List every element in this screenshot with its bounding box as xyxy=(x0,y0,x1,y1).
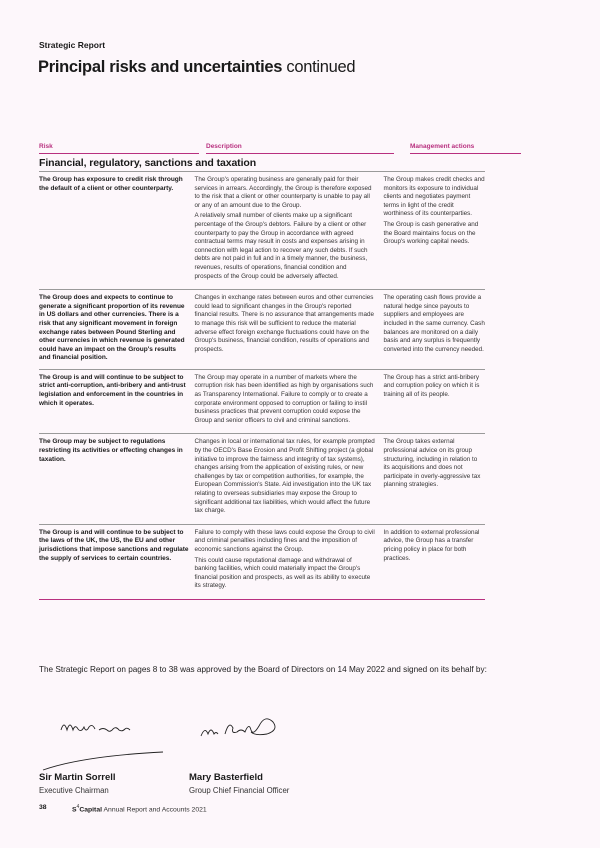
management-actions-cell xyxy=(383,176,485,283)
risk-group-title: Financial, regulatory, sanctions and taxation xyxy=(39,157,257,169)
description-paragraph: A relatively small number of clients make up a significant percentage of the Group's debtors. Failure by a client or other counterparty to pay the Group in accordance with agreed contractual terms may result in costs and expenses arising in connection with legal action to recover any such debts. If such debts are not paid in full and in a timely manner, the business, revenues, results of operations, financial condition and prospects of the Group could be adversely affected. xyxy=(194,212,368,280)
description-cell xyxy=(195,438,384,517)
action-paragraph: The Group takes external professional advice on its group structuring, including in relation to its acquisitions and does not participate in overly-aggressive tax planning strategies. xyxy=(383,438,481,489)
signatory-role: Executive Chairman xyxy=(39,786,109,795)
description-paragraph: Changes in exchange rates between euros and other currencies could lead to significant changes in the Group's reported financial results. There is no assurance that arrangements made to manage this risk will be sufficient to reduce the material adverse effect foreign exchange fluctuations could have on the Group's business, financial condition, results of operations and prospects. xyxy=(194,294,374,353)
brand-logo-name: Capital xyxy=(79,806,102,814)
risk-cell: The Group is and will continue to be subject to strict anti-corruption, anti-bribery and anti-trust legislation and enforcement in the countries in which it operates. xyxy=(39,373,186,407)
risk-cell: The Group is and will continue to be subject to the laws of the UK, the US, the EU and other jurisdictions that impose sanctions and regulate the supply of services to certain countries. xyxy=(39,528,189,562)
page-number: 38 xyxy=(39,804,47,811)
page-title-continued: continued xyxy=(282,58,356,76)
brand-logo-sup: 4 xyxy=(76,804,80,810)
description-cell xyxy=(195,374,384,428)
table-row xyxy=(39,524,485,600)
management-actions-cell xyxy=(383,529,485,593)
signatory-name: Mary Basterfield xyxy=(189,772,263,783)
footer-report-title xyxy=(72,804,207,813)
page-title-bold: Principal risks and uncertainties xyxy=(38,58,283,76)
signatory-name: Sir Martin Sorrell xyxy=(39,772,116,783)
description-cell xyxy=(195,176,384,283)
signatory-role: Group Chief Financial Officer xyxy=(189,786,290,795)
description-paragraph: The Group may operate in a number of markets where the corruption risk has been identified as high by organisations such as Transparency International. Failure to comply or to create a corporate environment opposed to corruption or failing to instil business practices that prevent corruption could expose the Group and senior officers to civil and criminal sanctions. xyxy=(194,373,374,424)
action-paragraph: The Group has a strict anti-bribery and corruption policy on which it is training all of its people. xyxy=(383,373,480,399)
management-actions-cell xyxy=(383,374,485,428)
risk-cell: The Group has exposure to credit risk through the default of a client or other counterparty. xyxy=(39,176,183,192)
table-row xyxy=(39,171,485,289)
description-paragraph: This could cause reputational damage and withdrawal of banking facilities, which could materially impact the Group's financial position and prospects, as well as its ability to execute its strategy. xyxy=(194,556,371,590)
approval-statement: The Strategic Report on pages 8 to 38 was approved by the Board of Directors on 14 May 2022 and signed on its behalf by: xyxy=(39,665,487,674)
column-headers xyxy=(39,143,560,155)
description-cell xyxy=(195,529,384,593)
table-row xyxy=(39,369,485,434)
action-paragraph: The Group makes credit checks and monitors its exposure to individual clients and negotiates payment terms in light of the credit worthiness of its counterparties. xyxy=(383,176,485,218)
column-header-description: Description xyxy=(206,143,394,154)
description-paragraph: Failure to comply with these laws could expose the Group to civil and criminal penalties including fines and the imposition of economic sanctions against the Group. xyxy=(194,528,375,553)
management-actions-cell xyxy=(383,294,485,363)
management-actions-cell xyxy=(383,438,485,517)
column-header-management-actions: Management actions xyxy=(410,143,521,154)
description-cell xyxy=(195,294,384,363)
description-paragraph: Changes in local or international tax rules, for example prompted by the OECD's Base Erosion and Profit Shifting project (a global initiative to improve the fairness and integrity of tax systems), changes arising from the application of existing rules, or new challenges by tax or competition authorities, for example, the European Commission's State. Aid investigation into the UK tax relating to overseas subsidiaries may expose the Group to significant additional tax liabilities, which would affect the future tax charge. xyxy=(194,438,375,515)
action-paragraph: In addition to external professional advice, the Group has a transfer pricing policy in place for both practices. xyxy=(383,528,480,562)
signature-martin-sorrell-icon xyxy=(39,700,169,772)
signatures-block xyxy=(39,700,339,795)
signature-mary-basterfield-icon xyxy=(189,700,299,750)
description-paragraph: The Group's operating business are generally paid for their services in arrears. Accordingly, the Group is therefore exposed to the risk that a client or other counterparty is unable to pay all or any of an amount due to the Group. xyxy=(194,176,372,209)
risk-cell: The Group may be subject to regulations restricting its activities or effecting changes in taxation. xyxy=(39,438,183,463)
column-header-risk: Risk xyxy=(39,143,199,154)
page-title xyxy=(38,58,355,77)
risk-table xyxy=(39,171,485,600)
brand-logo-s: S xyxy=(72,806,77,814)
table-row xyxy=(39,433,485,523)
action-paragraph: The Group is cash generative and the Board maintains focus on the Group's working capital needs. xyxy=(383,220,479,246)
risk-cell: The Group does and expects to continue to generate a significant proportion of its revenue in US dollars and other currencies. There is a risk that any significant movement in foreign exchange rates between Pound Sterling and other currencies in which revenue is generated could have an impact on the Group's results and financial position. xyxy=(39,294,185,362)
action-paragraph: The operating cash flows provide a natural hedge since payouts to suppliers and employees are included in the same currency. Cash balances are monitored on a daily basis and any surplus is frequently converted into the currency needed. xyxy=(383,294,485,353)
section-label: Strategic Report xyxy=(39,40,106,50)
table-row xyxy=(39,289,485,369)
report-title: Annual Report and Accounts 2021 xyxy=(102,806,207,814)
